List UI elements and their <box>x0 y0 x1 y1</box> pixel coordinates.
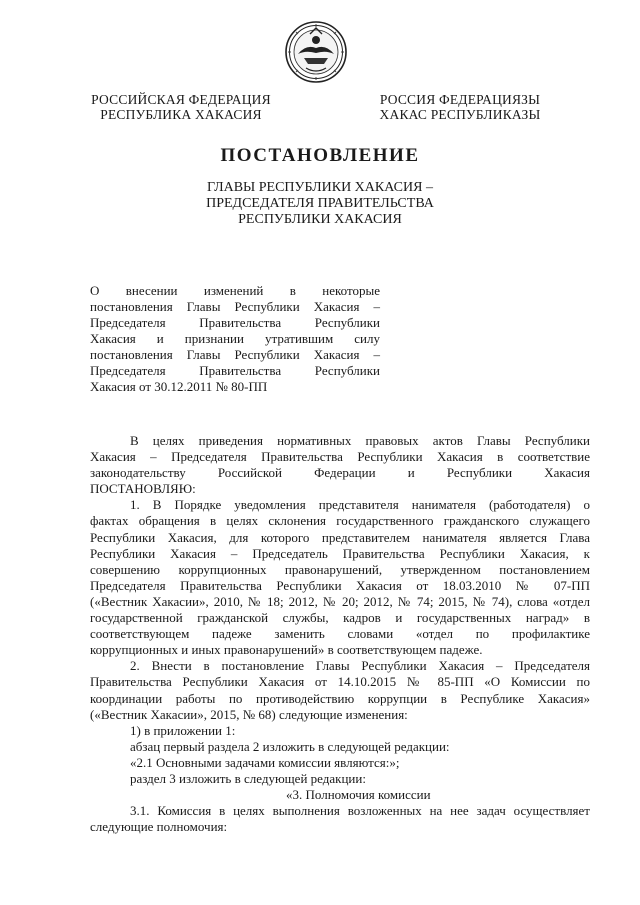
header-right <box>360 92 560 122</box>
body-line: («Вестник Хакасии», 2010, № 18; 2012, № 20; 2012, № 74; 2015, № 74), слова «отдел <box>90 593 590 609</box>
subject-line: Председателя Правительства Республики <box>90 315 380 330</box>
body-line: Правительства Республики Хакасия от 14.10.2015 № 85-ПП «О Комиссии по <box>90 674 590 690</box>
body-line: В целях приведения нормативных правовых актов Главы Республики <box>130 433 590 448</box>
decree-subject <box>90 283 380 395</box>
body-line: фактах обращения в целях склонения государственного гражданского служащего <box>90 513 590 529</box>
body-line: 1) в приложении 1: <box>130 722 236 738</box>
body-line: 1. В Порядке уведомления представителя нанимателя (работодателя) о <box>130 497 590 513</box>
body-line: совершению коррупционных правонарушений, утвержденном постановлением <box>90 561 590 577</box>
body-line: координации работы по противодействию коррупции в Республике Хакасия» <box>90 690 590 706</box>
header-left <box>76 92 286 122</box>
decree-body <box>90 433 590 835</box>
header-right-line: РОССИЯ ФЕДЕРАЦИЯЗЫ <box>379 92 541 107</box>
body-line: раздел 3 изложить в следующей редакции: <box>130 770 366 786</box>
subject-line: Председателя Правительства Республики <box>90 363 380 378</box>
section-heading: «3. Полномочия комиссии <box>286 787 431 803</box>
subject-line: постановления Главы Республики Хакасия – <box>90 347 380 362</box>
subtitle-line: РЕСПУБЛИКИ ХАКАСИЯ <box>238 212 402 227</box>
body-line: 2. Внести в постановление Главы Республики Хакасия – Председателя <box>130 658 590 674</box>
body-line: коррупционных и иных правонарушений» в соответствующем падеже. <box>90 642 483 658</box>
body-line: («Вестник Хакасии», 2015, № 68) следующие изменения: <box>90 706 408 722</box>
body-line: Республики Хакасия, для которого представителем нанимателя является Глава <box>90 529 590 545</box>
subject-line: Хакасия от 30.12.2011 № 80-ПП <box>90 379 268 394</box>
body-line: соответствующем падеже заменить словами «отдел по профилактике <box>90 626 590 642</box>
body-line: Председателя Правительства Республики Хакасия от 18.03.2010 № 07-ПП <box>90 577 590 593</box>
document-subtitle <box>0 180 640 228</box>
header-left-line: РОССИЙСКАЯ ФЕДЕРАЦИЯ <box>91 92 271 107</box>
body-line: Хакасия – Председателя Правительства Республики Хакасия в соответствие <box>90 449 590 465</box>
document-title: ПОСТАНОВЛЕНИЕ <box>220 145 420 166</box>
subject-line: О внесении изменений в некоторые <box>90 283 380 298</box>
body-line: ПОСТАНОВЛЯЮ: <box>90 481 196 497</box>
subtitle-line: ГЛАВЫ РЕСПУБЛИКИ ХАКАСИЯ – <box>207 180 433 195</box>
body-line: следующие полномочия: <box>90 819 228 835</box>
body-line: абзац первый раздела 2 изложить в следующей редакции: <box>130 738 450 754</box>
subject-line: постановления Главы Республики Хакасия – <box>90 299 380 314</box>
header-right-line: ХАКАС РЕСПУБЛИКАЗЫ <box>379 107 541 122</box>
body-line: государственной гражданской службы, кадров и государственных наград» в <box>90 610 590 626</box>
coat-of-arms-icon <box>284 20 348 84</box>
body-line: законодательству Российской Федерации и Республики Хакасия <box>90 465 590 481</box>
header-left-line: РЕСПУБЛИКА ХАКАСИЯ <box>100 107 262 122</box>
body-line: 3.1. Комиссия в целях выполнения возложенных на нее задач осуществляет <box>130 803 590 819</box>
body-line: Республики Хакасия – Председатель Правительства Республики Хакасия, к <box>90 545 590 561</box>
subject-line: Хакасия и признании утратившим силу <box>90 331 380 346</box>
body-line: «2.1 Основными задачами комиссии являются:»; <box>130 754 400 770</box>
subtitle-line: ПРЕДСЕДАТЕЛЯ ПРАВИТЕЛЬСТВА <box>206 196 434 211</box>
